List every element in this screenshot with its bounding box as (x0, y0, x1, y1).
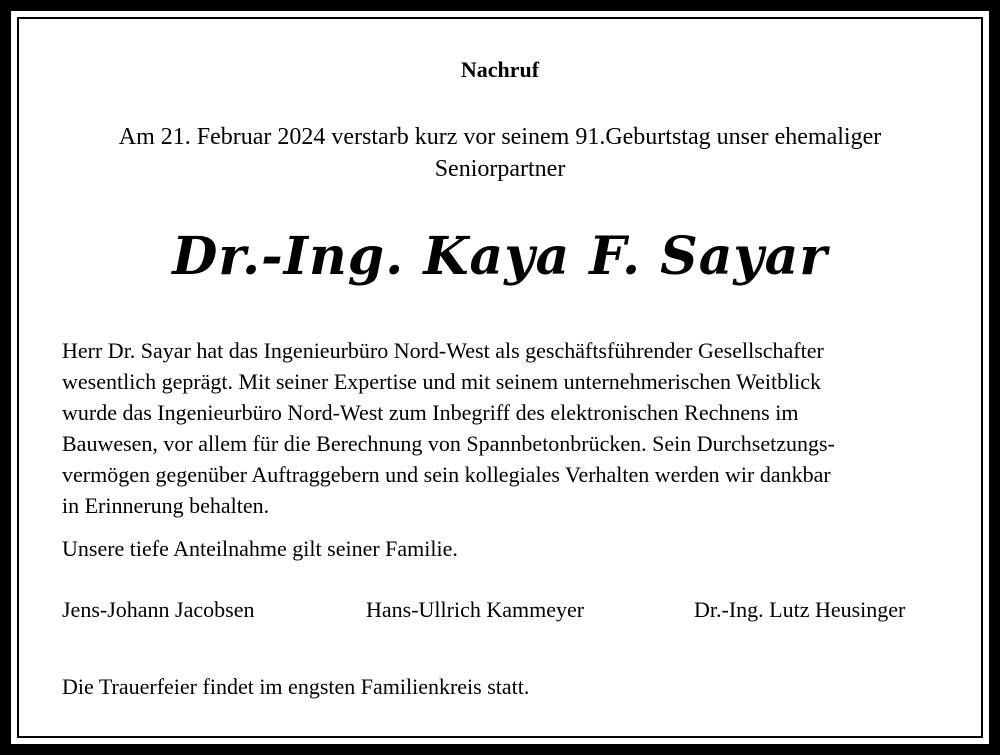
intro-line: Am 21. Februar 2024 verstarb kurz vor seinem 91.Geburtstag unser ehemaliger (118, 124, 882, 150)
deceased-name: Dr.-Ing. Kaya F. Sayar (172, 226, 828, 287)
condolence-text: Unsere tiefe Anteilnahme gilt seiner Familie. (62, 536, 458, 561)
signatory-name: Jens-Johann Jacobsen (62, 597, 255, 622)
body-line: Bauwesen, vor allem für die Berechnung von Spannbetonbrücken. Sein Durchsetzungs- (62, 431, 835, 456)
obituary-body (62, 335, 942, 521)
body-line: wurde das Ingenieurbüro Nord-West zum Inbegriff des elektronischen Rechnens im (62, 400, 799, 425)
body-line: in Erinnerung behalten. (62, 493, 270, 518)
notice-heading: Nachruf (460, 57, 540, 82)
signatory-name: Hans-Ullrich Kammeyer (366, 597, 585, 622)
body-line: vermögen gegenüber Auftraggebern und sein kollegiales Verhalten werden wir dankbar (62, 462, 831, 487)
intro-line: Seniorpartner (434, 156, 566, 182)
body-line: wesentlich geprägt. Mit seiner Expertise und mit seinem unternehmerischen Weitblick (62, 369, 822, 394)
intro-text (0, 121, 1000, 185)
funeral-note: Die Trauerfeier findet im engsten Familienkreis statt. (62, 674, 530, 699)
signatory-name: Dr.-Ing. Lutz Heusinger (694, 597, 906, 622)
body-line: Herr Dr. Sayar hat das Ingenieurbüro Nord-West als geschäftsführender Gesellschafter (62, 338, 824, 363)
